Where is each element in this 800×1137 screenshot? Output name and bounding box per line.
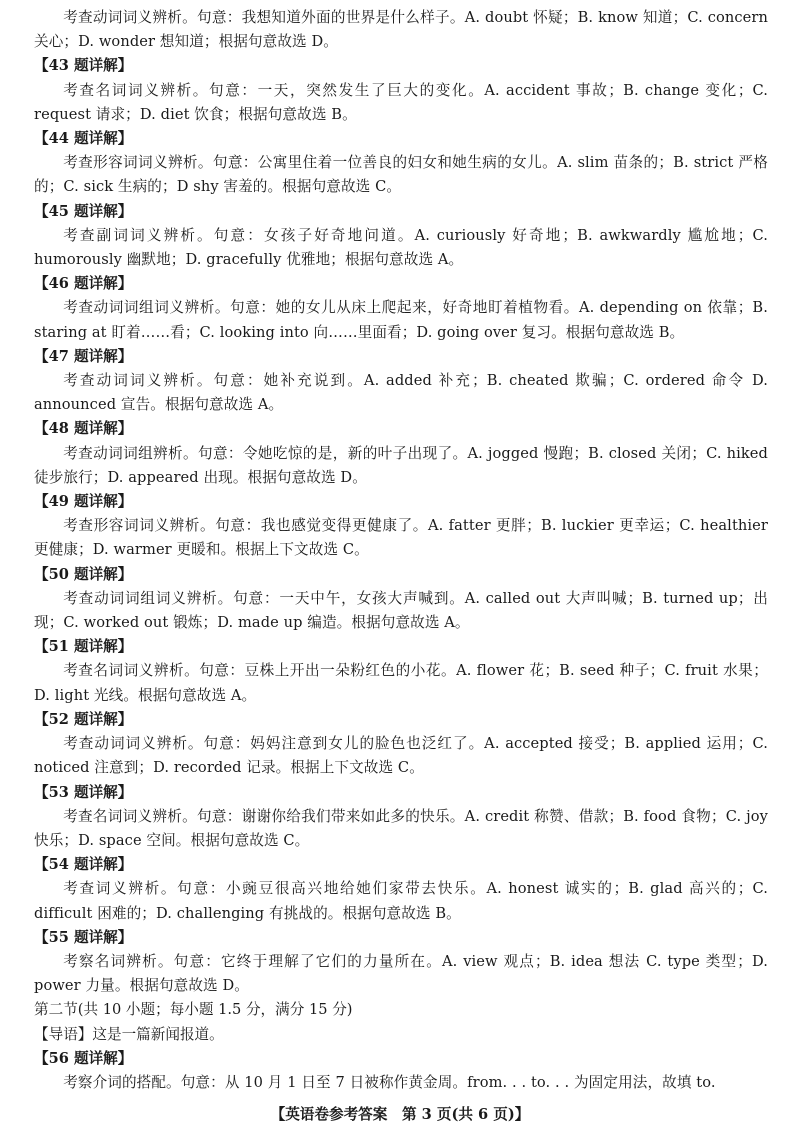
answer-explanation: 考查动词词组辨析。句意：令她吃惊的是，新的叶子出现了。A. jogged 慢跑；B. closed 关闭；C. hiked 徒步旅行；D. appeared 出现。根据句意故选 D。: [34, 444, 768, 486]
answer-explanation: 考查形容词词义辨析。句意：公寓里住着一位善良的妇女和她生病的女儿。A. slim 苗条的；B. strict 严格的；C. sick 生病的；D shy 害羞的。根据句意故选 C。: [34, 154, 768, 196]
answer-explanation: 考查动词词组词义辨析。句意：她的女儿从床上爬起来，好奇地盯着植物看。A. depending on 依靠；B. staring at 盯着……看；C. looking into 向……里面看；D. going over 复习。根据句意故选 B。: [34, 299, 768, 341]
question-heading: 【48 题详解】: [34, 420, 133, 438]
question-heading: 【50 题详解】: [34, 565, 133, 583]
page-footer: 【英语卷参考答案 第 3 页(共 6 页)】: [270, 1106, 530, 1123]
answer-explanation: 考查词义辨析。句意：小豌豆很高兴地给她们家带去快乐。A. honest 诚实的；B. glad 高兴的；C. difficult 困难的；D. challenging 有挑战的。根据句意故选 B。: [34, 880, 768, 922]
answer-explanation: 考查动词词组词义辨析。句意：一天中午，女孩大声喊到。A. called out 大声叫喊；B. turned up；出现；C. worked out 锻炼；D. made up 编造。根据句意故选 A。: [34, 589, 768, 632]
question-heading: 【52 题详解】: [34, 710, 133, 728]
document-body: [34, 6, 768, 1095]
answer-explanation: 考查名词词义辨析。句意：一天，突然发生了巨大的变化。A. accident 事故；B. change 变化；C. request 请求；D. diet 饮食；根据句意故选 B。: [34, 81, 768, 123]
question-heading: 【47 题详解】: [34, 347, 133, 365]
question-heading: 【55 题详解】: [34, 928, 133, 946]
passage-intro: 【导语】这是一篇新闻报道。: [34, 1025, 224, 1043]
question-heading: 【45 题详解】: [34, 202, 133, 220]
question-heading: 【43 题详解】: [34, 57, 133, 75]
answer-explanation: 考查名词词义辨析。句意：谢谢你给我们带来如此多的快乐。A. credit 称赞、借款；B. food 食物；C. joy 快乐；D. space 空间。根据句意故选 C。: [34, 807, 768, 849]
answer-explanation: 考查动词词义辨析。句意：我想知道外面的世界是什么样子。A. doubt 怀疑；B. know 知道；C. concern 关心；D. wonder 想知道；根据句意故选 D。: [34, 9, 768, 51]
question-heading: 【51 题详解】: [34, 638, 133, 656]
answer-explanation: 考察介词的搭配。句意：从 10 月 1 日至 7 日被称作黄金周。from. . . to. . . 为固定用法，故填 to.: [63, 1073, 716, 1091]
answer-explanation: 考查形容词词义辨析。句意：我也感觉变得更健康了。A. fatter 更胖；B. luckier 更幸运；C. healthier 更健康；D. warmer 更暖和。根据上下文故选 C。: [34, 517, 768, 559]
answer-explanation: 考查动词词义辨析。句意：她补充说到。A. added 补充；B. cheated 欺骗；C. ordered 命令 D. announced 宣告。根据句意故选 A。: [34, 372, 768, 414]
question-heading: 【44 题详解】: [34, 130, 133, 148]
question-heading: 【54 题详解】: [34, 856, 133, 874]
answer-explanation: 考查副词词义辨析。句意：女孩子好奇地问道。A. curiously 好奇地；B. awkwardly 尴尬地；C. humorously 幽默地；D. gracefully 优雅地；根据句意故选 A。: [34, 226, 768, 269]
answer-explanation: 考查动词词义辨析。句意：妈妈注意到女儿的脸色也泛红了。A. accepted 接受；B. applied 运用；C. noticed 注意到；D. recorded 记录。根据上下文故选 C。: [34, 735, 768, 777]
answer-explanation: 考查名词词义辨析。句意：豆株上开出一朵粉红色的小花。A. flower 花；B. seed 种子；C. fruit 水果；D. light 光线。根据句意故选 A。: [34, 662, 768, 704]
question-heading: 【53 题详解】: [34, 783, 133, 801]
question-heading: 【56 题详解】: [34, 1049, 133, 1067]
question-heading: 【46 题详解】: [34, 275, 133, 293]
section-title: 第二节(共 10 小题；每小题 1.5 分，满分 15 分): [34, 1001, 353, 1019]
question-heading: 【49 题详解】: [34, 493, 133, 511]
answer-explanation: 考察名词辨析。句意：它终于理解了它们的力量所在。A. view 观点；B. idea 想法 C. type 类型；D. power 力量。根据句意故选 D。: [34, 952, 768, 995]
